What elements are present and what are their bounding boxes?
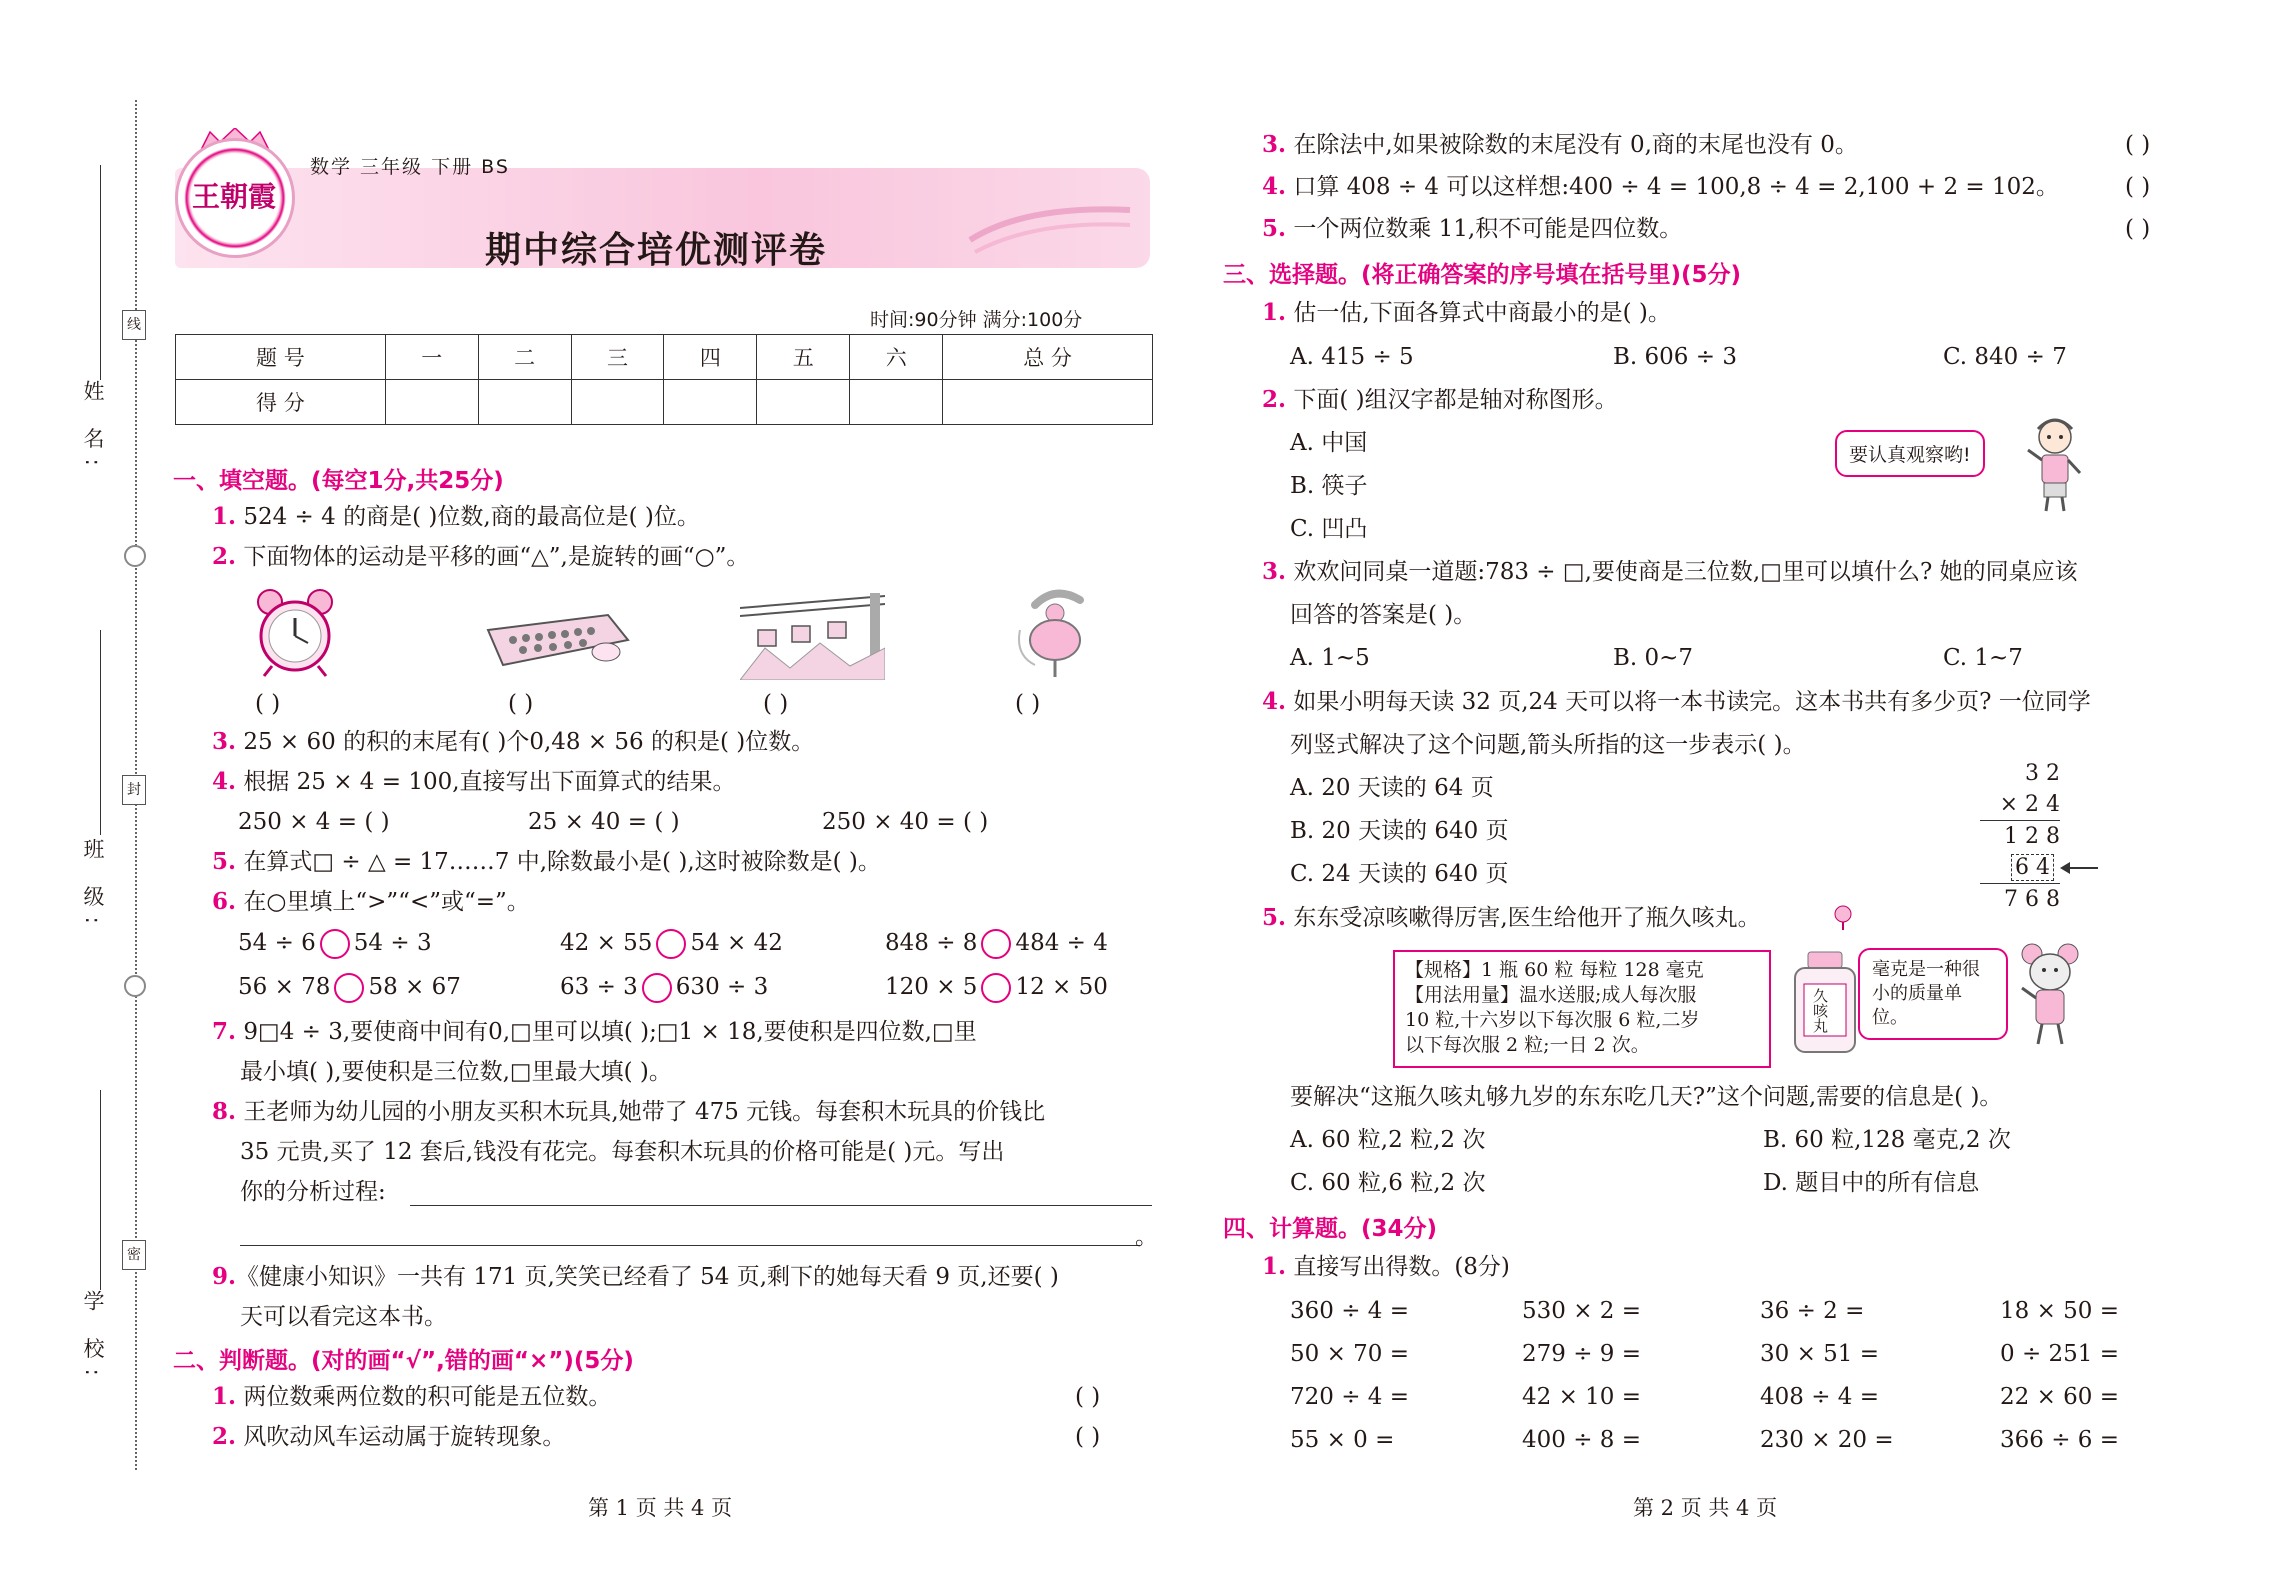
question-1-9: 9.《健康小知识》一共有 171 页,笑笑已经看了 54 页,剩下的她每天看 9 页,还要( )	[212, 1263, 1059, 1290]
section-4-title: 四、计算题。(34分)	[1223, 1216, 1438, 1242]
mult-row: 7 6 8	[2004, 887, 2060, 912]
calc-item[interactable]: 22 × 60 =	[2000, 1384, 2120, 1410]
tip-bubble: 毫克是一种很小的质量单位。	[1858, 948, 2008, 1040]
option[interactable]: A. 1~5	[1290, 645, 1370, 671]
compare-item: 54 ÷ 6 54 ÷ 3	[238, 928, 432, 959]
compare-circle[interactable]	[981, 929, 1011, 959]
question-1-2: 2. 下面物体的运动是平移的画“△”,是旋转的画“○”。	[212, 543, 750, 570]
answer-paren[interactable]: ( )	[255, 691, 281, 717]
choice-5: 5. 东东受凉咳嗽得厉害,医生给他开了瓶久咳丸。	[1262, 904, 1761, 931]
judge-paren[interactable]: ( )	[2125, 174, 2151, 200]
compare-circle[interactable]	[320, 929, 350, 959]
judge-paren[interactable]: ( )	[2125, 132, 2151, 158]
mult-row: 3 2	[2025, 761, 2060, 786]
section-1-title: 一、填空题。(每空1分,共25分)	[173, 468, 504, 494]
class-write-line[interactable]	[100, 630, 101, 835]
choice-5-question: 要解决“这瓶久咳丸够九岁的东东吃几天?”这个问题,需要的信息是( )。	[1290, 1084, 2003, 1110]
choice-3-cont: 回答的答案是( )。	[1290, 602, 1477, 628]
calc-item[interactable]: 230 × 20 =	[1760, 1427, 1894, 1453]
sentence-end: 。	[1135, 1224, 1158, 1250]
option[interactable]: C. 1~7	[1943, 645, 2023, 671]
question-1-5: 5. 在算式□ ÷ △ = 17……7 中,除数最小是( ),这时被除数是( )。	[212, 848, 881, 875]
compare-item: 120 × 5 12 × 50	[885, 972, 1108, 1003]
judge-5: 5. 一个两位数乘 11,积不可能是四位数。	[1262, 215, 1683, 242]
question-1-7-cont: 最小填( ),要使积是三位数,□里最大填( )。	[240, 1059, 672, 1085]
option[interactable]: A. 20 天读的 64 页	[1290, 775, 1494, 801]
cable-car-icon	[740, 588, 885, 680]
binding-mark-mi: 密	[122, 1240, 146, 1270]
compare-circle[interactable]	[334, 973, 364, 1003]
page-footer-2: 第 2 页 共 4 页	[1633, 1496, 1778, 1520]
calc-item[interactable]: 400 ÷ 8 =	[1522, 1427, 1642, 1453]
judge-paren[interactable]: ( )	[1075, 1424, 1101, 1450]
option[interactable]: B. 60 粒,128 毫克,2 次	[1763, 1127, 2011, 1153]
question-1-8-cont: 35 元贵,买了 12 套后,钱没有花完。每套积木玩具的价格可能是( )元。写出	[240, 1139, 1005, 1165]
judge-3: 3. 在除法中,如果被除数的末尾没有 0,商的末尾也没有 0。	[1262, 131, 1858, 158]
question-1-6: 6. 在○里填上“>”“<”或“=”。	[212, 888, 530, 915]
medicine-spec-box	[1393, 950, 1771, 1068]
school-write-line[interactable]	[100, 1090, 101, 1290]
judge-paren[interactable]: ( )	[1075, 1384, 1101, 1410]
option[interactable]: B. 606 ÷ 3	[1613, 344, 1737, 370]
table-row	[176, 380, 1153, 425]
option[interactable]: C. 840 ÷ 7	[1943, 344, 2067, 370]
question-1-8: 8. 王老师为幼儿园的小朋友买积木玩具,她带了 475 元钱。每套积木玩具的价钱比	[212, 1098, 1046, 1125]
score-input-cell[interactable]	[664, 380, 757, 425]
option[interactable]: A. 60 粒,2 粒,2 次	[1290, 1127, 1486, 1153]
choice-1: 1. 估一估,下面各算式中商最小的是( )。	[1262, 299, 1671, 326]
question-1-7: 7. 9□4 ÷ 3,要使商中间有0,□里可以填( );□1 × 18,要使积是四位数,□里	[212, 1018, 977, 1045]
binding-hole	[124, 975, 146, 997]
question-1-8-cont: 你的分析过程:	[240, 1179, 386, 1205]
choice-4: 4. 如果小明每天读 32 页,24 天可以将一本书读完。这本书共有多少页? 一位同学	[1262, 688, 2091, 715]
compare-circle[interactable]	[981, 973, 1011, 1003]
binding-mark-xian: 线	[122, 310, 146, 340]
mult-row-highlighted: 6 4	[1980, 852, 2060, 884]
calc-item[interactable]: 50 × 70 =	[1290, 1341, 1410, 1367]
spec-line: 【用法用量】温水送服;成人每次服	[1405, 984, 1697, 1006]
compare-item: 42 × 55 54 × 42	[560, 928, 783, 959]
calc-item[interactable]: 530 × 2 =	[1522, 1298, 1642, 1324]
school-label: 学 校:	[81, 1290, 105, 1386]
calc-item[interactable]: 0 ÷ 251 =	[2000, 1341, 2120, 1367]
table-cell: 二	[478, 335, 571, 380]
choice-3: 3. 欢欢问同桌一道题:783 ÷ □,要使商是三位数,□里可以填什么? 她的同桌应该	[1262, 558, 2078, 585]
calc-item[interactable]: 279 ÷ 9 =	[1522, 1341, 1642, 1367]
arrow-left-icon	[2060, 860, 2100, 876]
table-cell: 四	[664, 335, 757, 380]
score-table	[175, 334, 1153, 425]
calc-item[interactable]: 36 ÷ 2 =	[1760, 1298, 1865, 1324]
compare-item: 56 × 78 58 × 67	[238, 972, 461, 1003]
option[interactable]: A. 415 ÷ 5	[1290, 344, 1414, 370]
option[interactable]: C. 60 粒,6 粒,2 次	[1290, 1170, 1486, 1196]
judge-paren[interactable]: ( )	[2125, 216, 2151, 242]
page-footer-1: 第 1 页 共 4 页	[588, 1496, 733, 1520]
judge-4: 4. 口算 408 ÷ 4 可以这样想:400 ÷ 4 = 100,8 ÷ 4 = 2,100 + 2 = 102。	[1262, 173, 2059, 200]
question-1-3: 3. 25 × 60 的积的末尾有( )个0,48 × 56 的积是( )位数。	[212, 728, 815, 755]
mult-row: 1 2 8	[2004, 824, 2060, 849]
boy-cartoon-icon	[2020, 415, 2090, 515]
question-1-4: 4. 根据 25 × 4 = 100,直接写出下面算式的结果。	[212, 768, 736, 795]
spec-line: 以下每次服 2 粒;一日 2 次。	[1405, 1034, 1650, 1056]
option[interactable]: C. 凹凸	[1290, 516, 1368, 542]
judge-1: 1. 两位数乘两位数的积可能是五位数。	[212, 1383, 612, 1410]
table-cell: 题 号	[176, 335, 386, 380]
answer-line[interactable]	[410, 1205, 1152, 1206]
subject-line: 数学 三年级 下册 BS	[310, 156, 510, 178]
choice-4-cont: 列竖式解决了这个问题,箭头所指的这一步表示( )。	[1290, 732, 1806, 758]
q4-item: 250 × 4 = ( )	[238, 809, 390, 835]
answer-line[interactable]	[240, 1245, 1140, 1246]
table-cell: 六	[850, 335, 943, 380]
tip-bubble: 要认真观察哟!	[1835, 430, 1985, 477]
binding-hole	[124, 545, 146, 567]
pill-icon	[1832, 905, 1854, 931]
time-info: 时间:90分钟 满分:100分	[870, 309, 1083, 331]
question-1-9-cont: 天可以看完这本书。	[240, 1304, 447, 1330]
calc-item[interactable]: 720 ÷ 4 =	[1290, 1384, 1410, 1410]
section-2-title: 二、判断题。(对的画“√”,错的画“×”)(5分)	[173, 1348, 634, 1374]
option[interactable]: B. 20 天读的 640 页	[1290, 818, 1509, 844]
table-cell: 得 分	[176, 380, 386, 425]
alarm-clock-icon	[250, 588, 340, 678]
option[interactable]: B. 0~7	[1613, 645, 1694, 671]
table-cell: 五	[757, 335, 850, 380]
compare-item: 63 ÷ 3 630 ÷ 3	[560, 972, 768, 1003]
answer-paren[interactable]: ( )	[1015, 691, 1041, 717]
question-1-1: 1. 524 ÷ 4 的商是( )位数,商的最高位是( )位。	[212, 503, 700, 530]
option[interactable]: B. 筷子	[1290, 473, 1368, 499]
swoosh-decoration-icon	[965, 200, 1135, 260]
compare-circle[interactable]	[642, 973, 672, 1003]
spec-line: 10 粒,十六岁以下每次服 6 粒,二岁	[1405, 1009, 1700, 1031]
judge-2: 2. 风吹动风车运动属于旋转现象。	[212, 1423, 566, 1450]
section-3-title: 三、选择题。(将正确答案的序号填在括号里)(5分)	[1223, 262, 1742, 288]
logo-text: 王朝霞	[192, 180, 277, 213]
calc-item[interactable]: 30 × 51 =	[1760, 1341, 1880, 1367]
class-label: 班 级:	[81, 838, 105, 934]
calc-item[interactable]: 366 ÷ 6 =	[2000, 1427, 2120, 1453]
option[interactable]: C. 24 天读的 640 页	[1290, 861, 1509, 887]
spinning-top-icon	[1015, 585, 1095, 680]
q4-item: 25 × 40 = ( )	[528, 809, 680, 835]
page-title: 期中综合培优测评卷	[485, 230, 828, 271]
binding-mark-feng: 封	[122, 775, 146, 805]
table-row	[176, 335, 1153, 380]
vertical-multiplication	[1980, 758, 2060, 915]
q4-item: 250 × 40 = ( )	[822, 809, 989, 835]
score-input-cell[interactable]	[571, 380, 664, 425]
table-cell: 一	[385, 335, 478, 380]
calc-item[interactable]: 42 × 10 =	[1522, 1384, 1642, 1410]
compare-item: 848 ÷ 8 484 ÷ 4	[885, 928, 1108, 959]
compare-circle[interactable]	[656, 929, 686, 959]
calc-1: 1. 直接写出得数。(8分)	[1262, 1253, 1510, 1280]
calc-item[interactable]: 360 ÷ 4 =	[1290, 1298, 1410, 1324]
spec-line: 【规格】1 瓶 60 粒 每粒 128 毫克	[1405, 959, 1704, 981]
abacus-icon	[478, 610, 633, 670]
option[interactable]: A. 中国	[1290, 430, 1368, 456]
calc-item[interactable]: 18 × 50 =	[2000, 1298, 2120, 1324]
table-cell: 三	[571, 335, 664, 380]
choice-2: 2. 下面( )组汉字都是轴对称图形。	[1262, 386, 1618, 413]
answer-paren[interactable]: ( )	[508, 691, 534, 717]
option[interactable]: D. 题目中的所有信息	[1763, 1170, 1980, 1196]
calc-item[interactable]: 55 × 0 =	[1290, 1427, 1395, 1453]
name-label: 姓 名:	[81, 380, 105, 476]
table-cell: 总 分	[943, 335, 1153, 380]
bottle-label: 久咳丸	[1811, 988, 1829, 1033]
score-input-cell[interactable]	[757, 380, 850, 425]
score-input-cell[interactable]	[850, 380, 943, 425]
name-write-line[interactable]	[100, 165, 101, 380]
mult-row: × 2 4	[1980, 789, 2060, 821]
score-input-cell[interactable]	[385, 380, 478, 425]
answer-paren[interactable]: ( )	[763, 691, 789, 717]
score-input-cell[interactable]	[943, 380, 1153, 425]
score-input-cell[interactable]	[478, 380, 571, 425]
calc-item[interactable]: 408 ÷ 4 =	[1760, 1384, 1880, 1410]
mouse-cartoon-icon	[2018, 940, 2083, 1050]
